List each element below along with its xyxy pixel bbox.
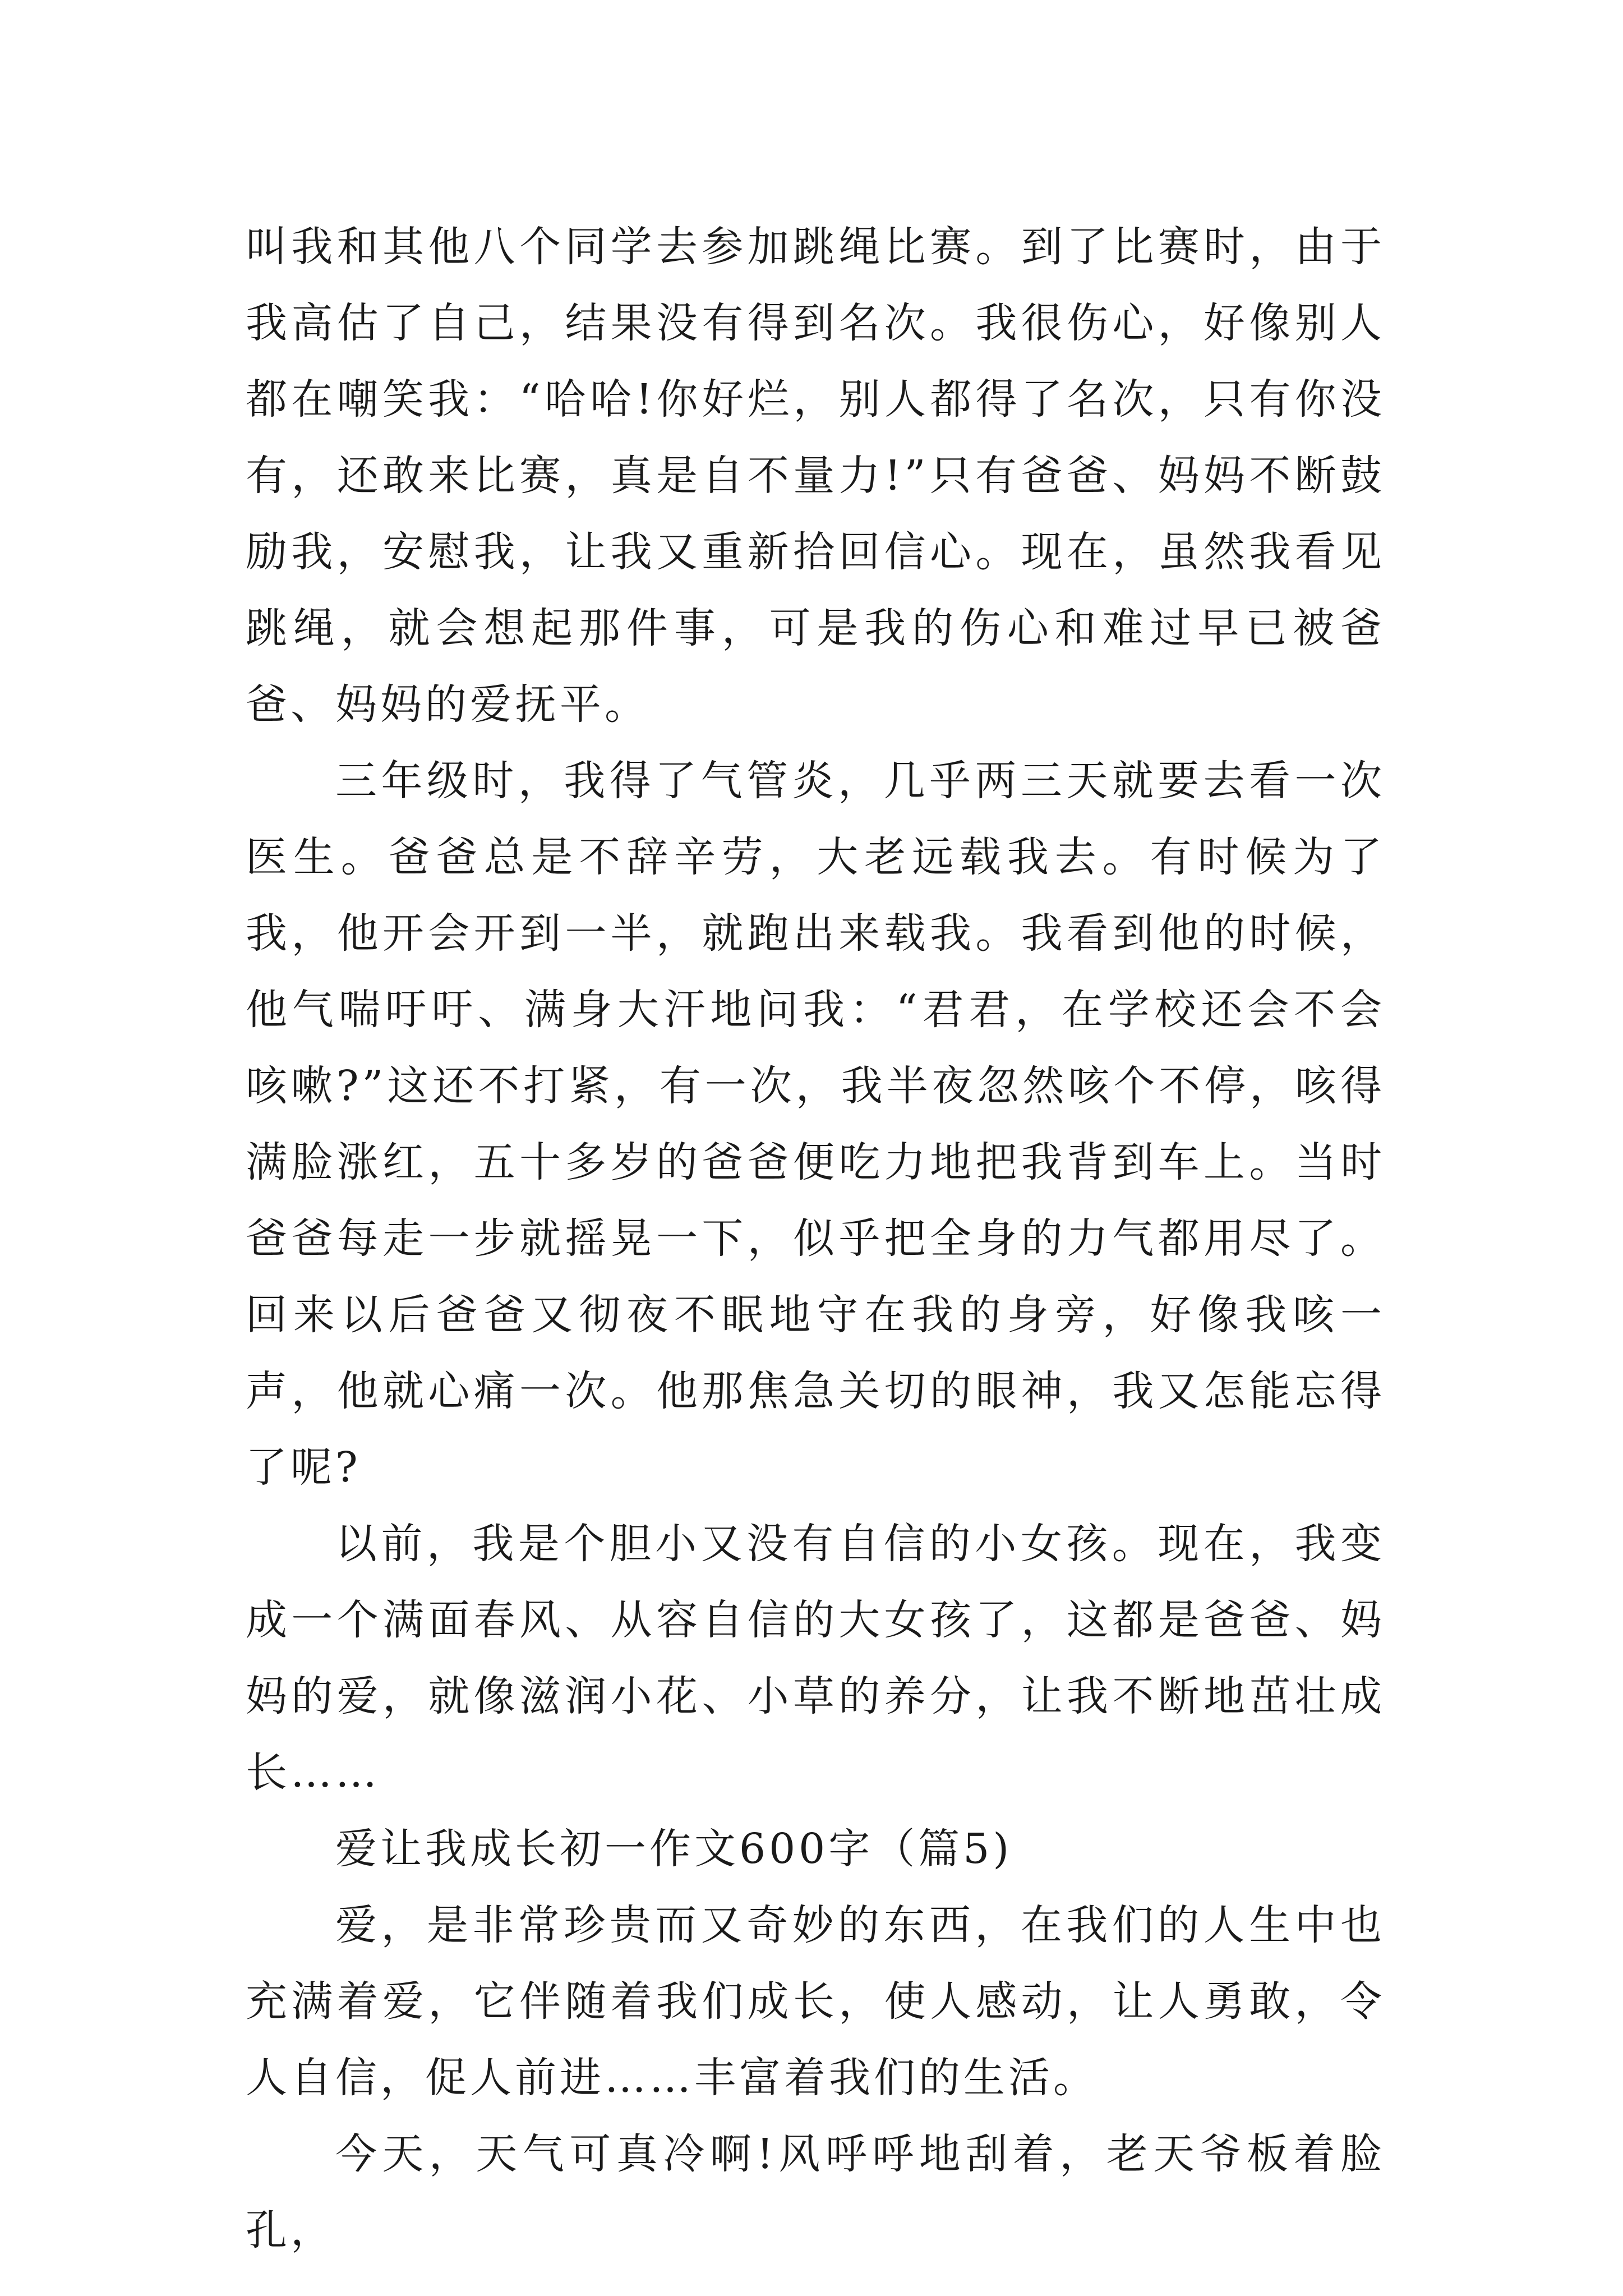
paragraph-love-intro: 爱，是非常珍贵而又奇妙的东西，在我们的人生中也充满着爱，它伴随着我们成长，使人感动，让人勇敢，令人自信，促人前进……丰富着我们的生活。 (246, 1901, 1385, 2102)
paragraph-growth: 以前，我是个胆小又没有自信的小女孩。现在，我变成一个满面春风、从容自信的大女孩了，这都是爸爸、妈妈的爱，就像滋润小花、小草的养分，让我不断地茁壮成长…… (246, 1520, 1385, 1797)
paragraph-continued: 叫我和其他八个同学去参加跳绳比赛。到了比赛时，由于我高估了自己，结果没有得到名次。我很伤心，好像别人都在嘲笑我：“哈哈!你好烂，别人都得了名次，只有你没有，还敢来比赛，真是自不量力!”只有爸爸、妈妈不断鼓励我，安慰我，让我又重新拾回信心。现在，虽然我看见跳绳，就会想起那件事，可是我的伤心和难过早已被爸爸、妈妈的爱抚平。 (246, 223, 1385, 729)
paragraph-cold-day: 今天，天气可真冷啊!风呼呼地刮着，老天爷板着脸孔， (246, 2130, 1385, 2254)
paragraph-bronchitis: 三年级时，我得了气管炎，几乎两三天就要去看一次医生。爸爸总是不辞辛劳，大老远载我去。有时候为了我，他开会开到一半，就跑出来载我。我看到他的时候，他气喘吁吁、满身大汗地问我：“君君，在学校还会不会咳嗽?”这还不打紧，有一次，我半夜忽然咳个不停，咳得满脸涨红，五十多岁的爸爸便吃力地把我背到车上。当时爸爸每走一步就摇晃一下，似乎把全身的力气都用尽了。回来以后爸爸又彻夜不眠地守在我的身旁，好像我咳一声，他就心痛一次。他那焦急关切的眼神，我又怎能忘得了呢? (246, 757, 1385, 1492)
document-body (246, 209, 1385, 2269)
essay-title-5: 爱让我成长初一作文600字（篇5) (335, 1825, 1013, 1873)
